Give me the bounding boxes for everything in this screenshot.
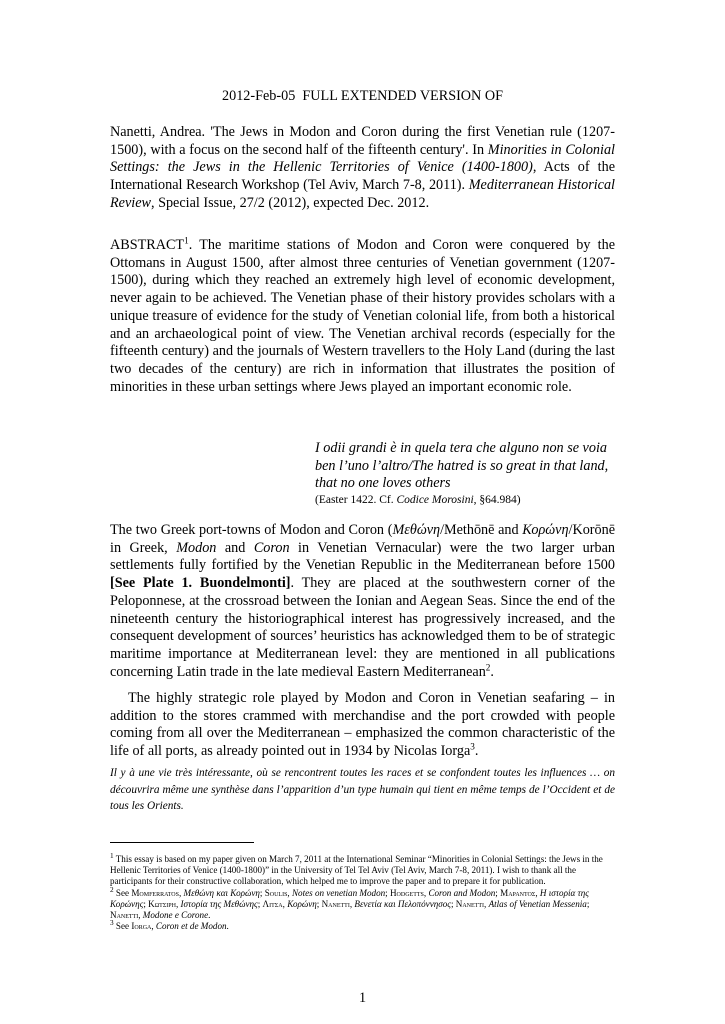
para-text: The two Greek port-towns of Modon and Coron ( — [110, 522, 393, 538]
footnote-author: Hodgetts — [389, 887, 424, 898]
greek-term: Μεθώνη — [392, 522, 441, 538]
italic-term: Modon — [176, 539, 217, 556]
footnote-work: Ιστορία της Μεθώνης — [180, 898, 258, 909]
footnote-text: ; — [385, 887, 390, 898]
footnote-text: ; — [143, 898, 149, 909]
footnote-2 — [110, 885, 620, 922]
epigraph-source-text: , §64.984) — [473, 494, 521, 507]
greek-term: Κορώνη — [522, 522, 569, 538]
footnote-text: . — [226, 921, 229, 932]
bibliographic-citation — [110, 124, 615, 213]
citation-text: Nanetti, Andrea. 'The Jews in Modon and Coron during the first Venetian rule (1207-1500), with a focus on the second half of the fifteenth century'. In — [110, 124, 615, 158]
footnote-work: Coron and Modon — [428, 887, 496, 898]
footnote-text: , — [151, 921, 156, 932]
footnote-ref-3[interactable]: 3 — [470, 741, 475, 752]
abstract-paragraph — [110, 237, 615, 396]
footnote-text: , — [175, 898, 181, 909]
footnote-text: , — [349, 898, 355, 909]
footnote-3 — [110, 921, 620, 932]
footnote-text: ; — [316, 898, 322, 909]
footnote-text: ; — [259, 887, 265, 898]
footnote-text: ; — [450, 898, 456, 909]
para-text: . They are placed at the southwestern corner of the Peloponnese, at the crossroad between the Ionian and Aegean Seas. Since the end of the nineteenth century the historiographical interest has progressively increased, and the consequent development of sources’ heuristics has acknowledged them to be of strategic maritime importance at Mediterranean level: they are mentioned in all publications concerning Latin trade in the late medieval Eastern Mediterranean — [110, 575, 615, 680]
italic-term: Coron — [253, 539, 290, 556]
book-title: Minorities in Colonial Settings: the Jews in the Hellenic Territories of Venice (1400-1800) — [110, 141, 615, 176]
para-text: /Methōnē and — [440, 522, 523, 538]
footnote-work: Notes on venetian Modon — [291, 887, 386, 898]
french-quotation: Il y à une vie très intéressante, où se rencontrent toutes les races et se confondent toutes les influences … on découvrira même une synthèse dans l’apparition d’un type humain qui tient en même temps de l’Occident et de tous les Orients. — [110, 767, 615, 812]
footnote-author: Soulis — [264, 887, 288, 898]
footnote-work: Η ιστορία της Κορώνης — [110, 887, 589, 909]
epigraph-source — [315, 493, 615, 508]
journal-title: Mediterranean Historical Review — [110, 177, 615, 211]
footnote-text: , — [138, 910, 143, 921]
footnote-mark: 2 — [110, 885, 114, 894]
para-text: /Korōnē in Greek, — [110, 522, 615, 556]
abstract-text: . The maritime stations of Modon and Coron were conquered by the Ottomans in August 1500, after almost three centuries of Venetian government (1207-1500), during which they reached an extremely high level of economic development, never again to be achieved. The Venetian phase of their history provides scholars with a unique treasure of evidence for the study of Venetian colonial life, from both a historical and an archaeological point of view. The Venetian archival records (especially for the fifteenth century) and the journals of Western travellers to the Holy Land (during the last two decades of the century) are rich in information that illustrates the position of minorities in these urban settings where Jews played an important economic role. — [110, 237, 615, 395]
footnote-text: See — [113, 921, 132, 932]
epigraph-text: I odii grandi è in quela tera che alguno non se voia ben l’uno l’altro/The hatred is so great in that land, that no one loves others — [315, 440, 609, 492]
footnote-text: . — [208, 910, 211, 921]
footnote-author: Nanetti — [321, 898, 350, 909]
abstract-label: ABSTRACT — [110, 237, 185, 253]
document-title: 2012-Feb-05 FULL EXTENDED VERSION OF — [222, 88, 503, 104]
footnote-mark: 3 — [110, 919, 114, 928]
footnote-text: , — [535, 887, 540, 898]
footnote-author: Μαραντος — [500, 887, 536, 898]
footnote-work: Κορώνη — [287, 898, 317, 909]
footnote-text: , — [287, 887, 292, 898]
footnote-work: Coron et de Modon — [155, 921, 227, 932]
footnote-author: Nanetti — [455, 898, 485, 909]
footnote-work: Βενετία και Πελοπόννησος — [354, 898, 451, 909]
footnote-work: Atlas of Venetian Messenia — [488, 898, 587, 909]
footnote-text: This essay is based on my paper given on March 7, 2011 at the International Seminar “Minorities in Colonial Settings: the Jews in the Hellenic Territories of Venice (1400-1800)” in the University of Tel Tel Aviv (Tel Aviv, March 7-8, 2011). I wish to thank all the participants for their constructive collaboration, which helped me to improve the paper and to prepare it for publication. — [110, 854, 603, 887]
epigraph-source-title: Codice Morosini — [396, 494, 474, 507]
para-text: The highly strategic role played by Modon and Coron in Venetian seafaring – in addition to the stores crammed with merchandise and the port crowded with people coming from all over the Mediterranean – emphasized the common characteristic of the life of all ports, as already pointed out in 1934 by Nicolas Iorga — [110, 690, 615, 760]
footnote-author: Κωτσιρη — [148, 898, 176, 909]
footnote-text: ; — [495, 887, 501, 898]
footnote-author: Momferratos — [131, 887, 179, 898]
para-text: in Venetian Vernacular) were the two larger urban settlements fully fortified by the Venetian Republic in the Mediterranean before 1500 — [110, 539, 615, 574]
footnote-separator — [110, 842, 254, 843]
para-text: . — [490, 663, 494, 680]
footnote-text: , — [282, 898, 288, 909]
footnote-text: ; — [257, 898, 263, 909]
footnote-work: Μεθώνη και Κορώνη — [183, 887, 260, 898]
footnote-mark: 1 — [110, 851, 114, 860]
para-text: . — [474, 743, 479, 760]
footnote-author: Nanetti — [110, 910, 139, 921]
body-paragraph-2 — [110, 690, 615, 761]
footnote-text: ; — [586, 898, 590, 909]
footnote-text: See — [113, 887, 132, 898]
footnote-work: Modone e Corone — [142, 910, 209, 921]
para-text: and — [216, 539, 254, 556]
footnote-author: Iorga — [131, 921, 152, 932]
footnote-text: , — [484, 898, 489, 909]
plate-reference: [See Plate 1. Buondelmonti] — [110, 575, 291, 592]
body-paragraph-1 — [110, 522, 615, 681]
footnote-ref-1[interactable]: 1 — [184, 235, 189, 246]
page-number: 1 — [358, 990, 367, 1006]
epigraph-source-text: (Easter 1422. Cf. — [315, 494, 397, 507]
footnote-author: Λιτσα — [262, 898, 283, 909]
epigraph — [315, 440, 615, 508]
footnotes — [110, 851, 620, 932]
footnote-ref-2[interactable]: 2 — [485, 661, 491, 672]
footnote-text: , — [423, 887, 429, 898]
citation-text: , Acts of the International Research Workshop (Tel Aviv, March 7-8, 2011). — [110, 159, 615, 194]
footnote-text: , — [178, 887, 184, 898]
citation-text: , Special Issue, 27/2 (2012), expected Dec. 2012. — [150, 194, 430, 211]
footnote-1 — [110, 851, 620, 888]
